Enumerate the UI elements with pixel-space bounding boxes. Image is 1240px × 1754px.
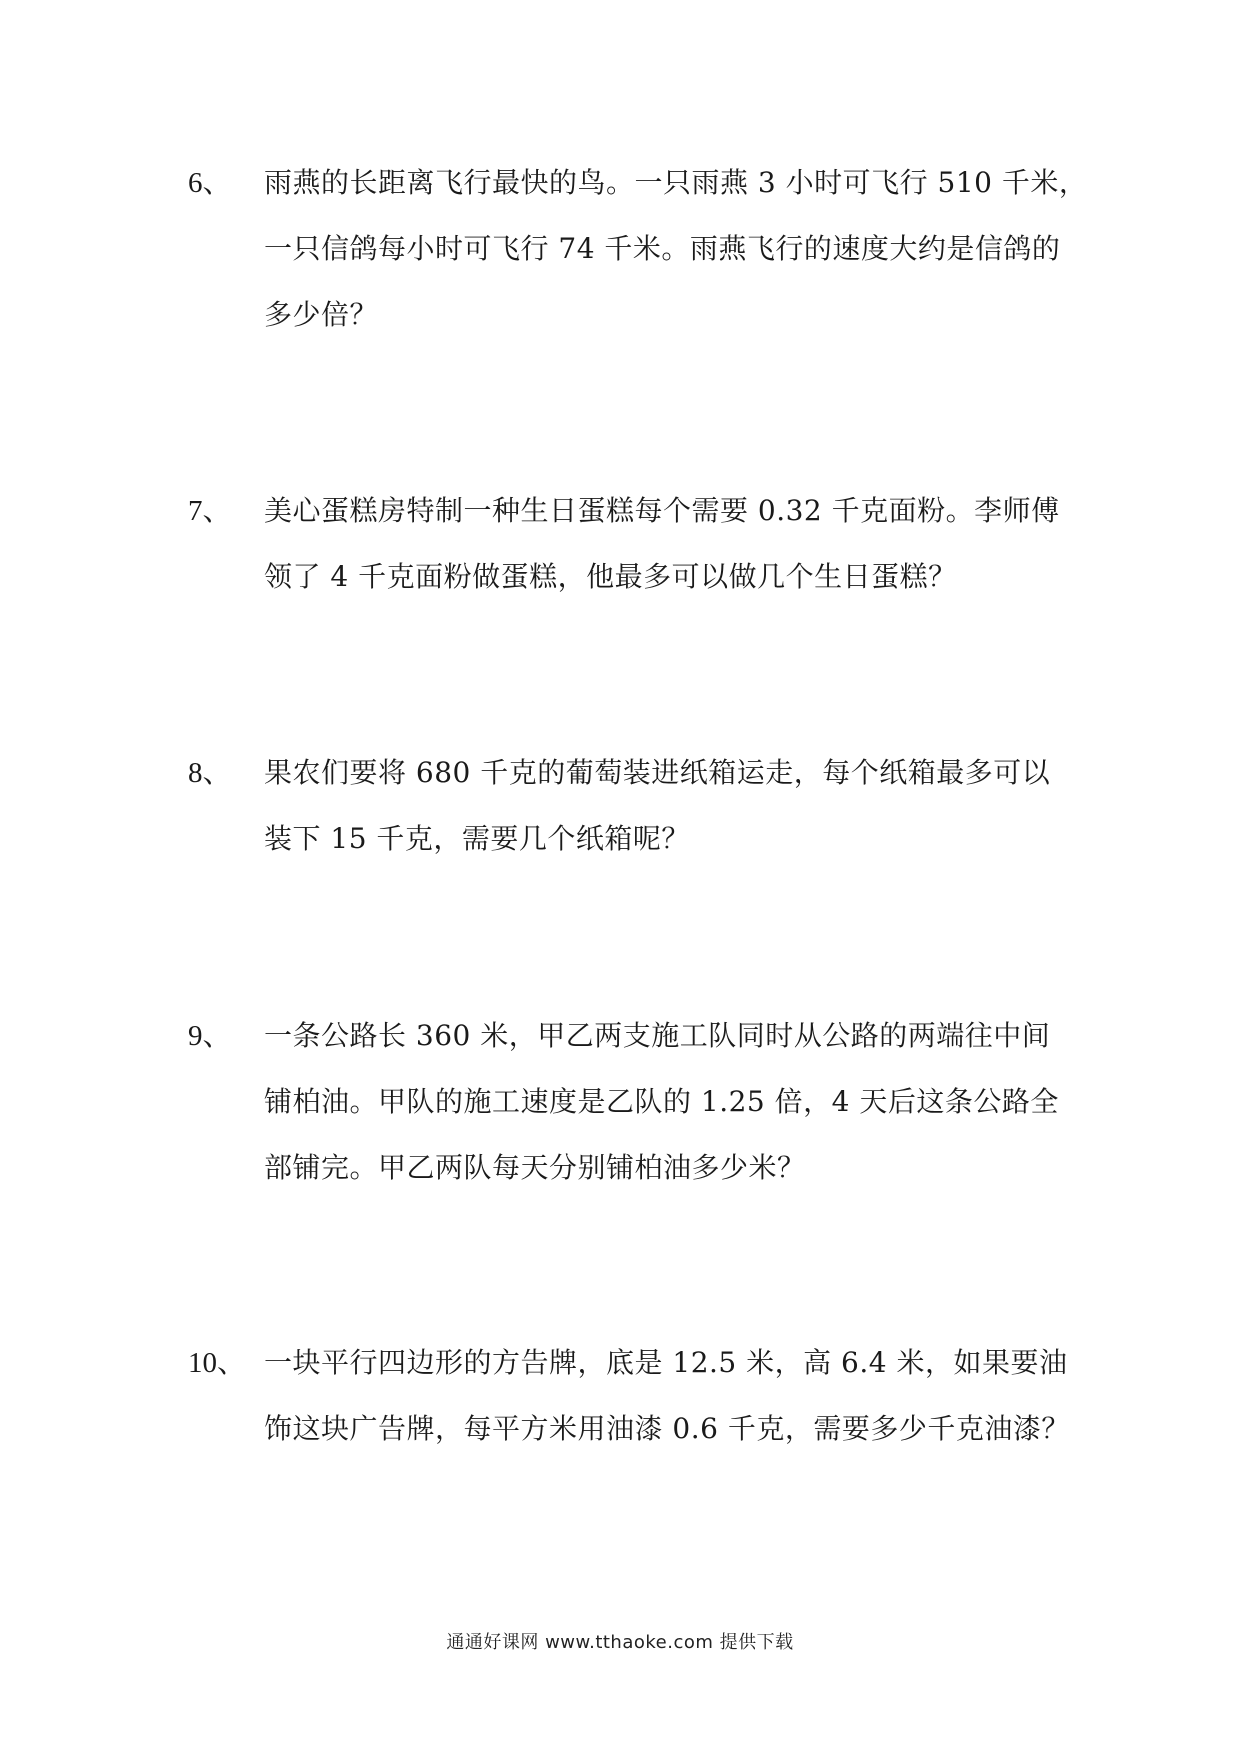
problem-number: 6、: [188, 167, 232, 199]
problem-number: 7、: [188, 495, 232, 527]
problem-line: 美心蛋糕房特制一种生日蛋糕每个需要 0.32 千克面粉。李师傅: [264, 494, 1060, 527]
problem-number: 9、: [188, 1020, 232, 1052]
problem-line: 装下 15 千克，需要几个纸箱呢？: [264, 822, 690, 855]
problem-text: [264, 478, 1064, 610]
page-footer: 通通好课网 www.tthaoke.com 提供下载: [446, 1632, 794, 1653]
problem-line: 领了 4 千克面粉做蛋糕，他最多可以做几个生日蛋糕？: [264, 560, 957, 593]
problem-line: 一块平行四边形的方告牌，底是 12.5 米，高 6.4 米，如果要油: [264, 1346, 1068, 1379]
problem-text: [264, 1003, 1064, 1201]
problem-number: 10、: [188, 1347, 247, 1379]
problem-line: 多少倍？: [264, 298, 379, 331]
problem-line: 铺柏油。甲队的施工速度是乙队的 1.25 倍，4 天后这条公路全: [264, 1085, 1059, 1118]
problem-line: 部铺完。甲乙两队每天分别铺柏油多少米？: [264, 1151, 806, 1184]
problem-text: [264, 1330, 1070, 1462]
problem-number: 8、: [188, 757, 232, 789]
problem-line: 饰这块广告牌，每平方米用油漆 0.6 千克，需要多少千克油漆？: [264, 1412, 1070, 1445]
problem-line: 一条公路长 360 米，甲乙两支施工队同时从公路的两端往中间: [264, 1019, 1051, 1052]
problem-text: [264, 150, 1088, 348]
problem-line: 一只信鸽每小时可飞行 74 千米。雨燕飞行的速度大约是信鸽的: [264, 232, 1061, 265]
problem-line: 果农们要将 680 千克的葡萄装进纸箱运走，每个纸箱最多可以: [264, 756, 1051, 789]
problem-line: 雨燕的长距离飞行最快的鸟。一只雨燕 3 小时可飞行 510 千米，: [264, 166, 1088, 199]
problem-text: [264, 740, 1064, 872]
